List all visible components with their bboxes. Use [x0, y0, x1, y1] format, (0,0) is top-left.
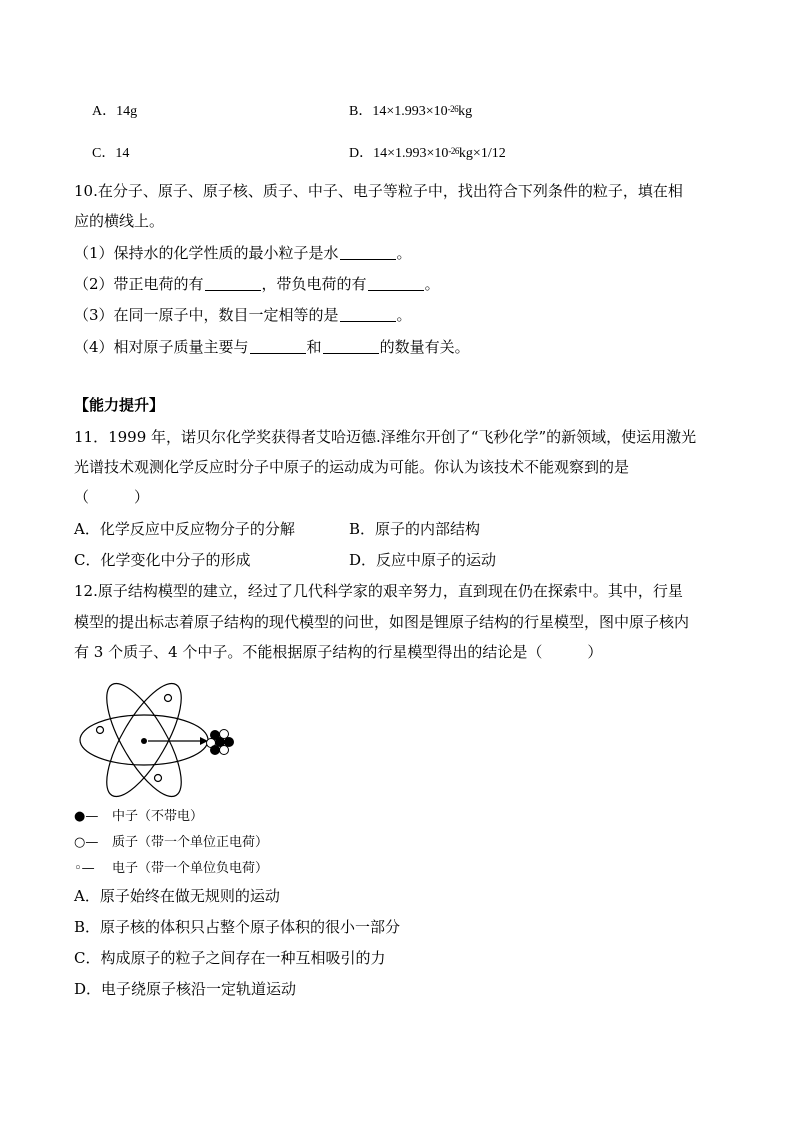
legend-proton-symbol: ○— [74, 835, 99, 850]
q10-sub4-blank-1[interactable] [250, 339, 306, 354]
q9-option-b-exponent: -26 [447, 104, 459, 114]
q9-option-d-exponent: -26 [448, 146, 459, 156]
q12-option-c: C．构成原子的粒子之间存在一种互相吸引的力 [74, 949, 386, 967]
q10-sub3-blank[interactable] [340, 307, 396, 322]
q9-option-c [92, 144, 129, 164]
nucleus-small [141, 738, 147, 744]
q10-stem-line2: 应的横线上。 [74, 212, 165, 230]
q9-option-c-value: 14 [115, 146, 130, 161]
q10-sub3-end: 。 [396, 306, 412, 324]
q11-stem-line2: 光谱技术观测化学反应时分子中原子的运动成为可能。你认为该技术不能观察到的是 [74, 458, 630, 476]
legend-neutron-text: 中子（不带电） [112, 809, 204, 824]
q12-option-b: B．原子核的体积只占整个原子体积的很小一部分 [74, 918, 401, 936]
q10-sub4-blank-2[interactable] [323, 339, 379, 354]
q10-sub2-mid: ，带负电荷的有 [261, 275, 367, 293]
q10-sub3 [74, 305, 412, 325]
q10-sub4-end: 的数量有关。 [379, 338, 470, 356]
electron-2 [165, 695, 172, 702]
q9-option-d-unit: kg×1/12 [458, 146, 506, 161]
q9-option-d [349, 144, 506, 164]
q9-option-b-base: 14×1.993×10 [372, 104, 448, 119]
q9-option-a-label: A． [92, 104, 117, 119]
q9-option-d-label: D． [349, 146, 374, 161]
q11-option-d: D．反应中原子的运动 [349, 551, 497, 569]
q10-sub4 [74, 337, 470, 357]
nucleus-enlarged [207, 730, 234, 755]
q9-option-a-value: 14g [116, 104, 138, 119]
lithium-atom-diagram [74, 668, 244, 808]
legend-electron [74, 860, 268, 878]
q12-stem-line2: 模型的提出标志着原子结构的现代模型的问世，如图是锂原子结构的行星模型，图中原子核内 [74, 613, 690, 631]
q11-stem-line1: 11．1999 年，诺贝尔化学奖获得者艾哈迈德.泽维尔开创了“飞秒化学”的新领域，使运用激光 [74, 428, 697, 446]
q9-option-b-label: B． [349, 104, 373, 119]
section-title: 【能力提升】 [74, 396, 165, 414]
q10-sub1 [74, 243, 412, 263]
legend-proton [74, 834, 268, 852]
q9-option-b-unit: kg [458, 104, 473, 119]
neutron [211, 746, 220, 755]
q10-sub4-text: （4）相对原子质量主要与 [74, 338, 249, 356]
q12-option-d: D．电子绕原子核沿一定轨道运动 [74, 980, 297, 998]
q10-sub1-blank[interactable] [340, 245, 396, 260]
q10-stem-line1: 10.在分子、原子、原子核、质子、中子、电子等粒子中，找出符合下列条件的粒子，填在相 [74, 182, 683, 200]
q10-sub2-end: 。 [424, 275, 440, 293]
q12-stem-line1: 12.原子结构模型的建立，经过了几代科学家的艰辛努力，直到现在仍在探索中。其中，行星 [74, 582, 683, 600]
q9-option-b [349, 102, 472, 122]
proton [220, 746, 229, 755]
q11-option-b: B．原子的内部结构 [349, 520, 481, 538]
electron-1 [97, 727, 104, 734]
q10-sub1-end: 。 [396, 244, 412, 262]
legend-electron-text: 电子（带一个单位负电荷） [112, 861, 269, 876]
electron-3 [155, 775, 162, 782]
q11-option-a: A．化学反应中反应物分子的分解 [74, 520, 295, 538]
q10-sub2 [74, 274, 440, 294]
q10-sub2-text: （2）带正电荷的有 [74, 275, 204, 293]
q9-option-a [92, 102, 137, 122]
neutron [225, 738, 234, 747]
legend-neutron [74, 808, 203, 826]
legend-proton-text: 质子（带一个单位正电荷） [112, 835, 269, 850]
q10-sub1-text: （1）保持水的化学性质的最小粒子是水 [74, 244, 339, 262]
q11-option-c: C．化学变化中分子的形成 [74, 551, 251, 569]
legend-neutron-symbol: ●— [74, 809, 99, 824]
q12-option-a: A．原子始终在做无规则的运动 [74, 887, 280, 905]
q10-sub3-text: （3）在同一原子中，数目一定相等的是 [74, 306, 339, 324]
q10-sub4-mid: 和 [306, 338, 322, 356]
q12-stem-line3: 有 3 个质子、4 个中子。不能根据原子结构的行星模型得出的结论是（ ） [74, 643, 603, 661]
legend-electron-symbol: ◦— [74, 861, 95, 876]
q10-sub2-blank-positive[interactable] [205, 276, 261, 291]
q9-option-d-base: 14×1.993×10 [373, 146, 449, 161]
q11-answer-paren: （ ） [74, 488, 150, 506]
q9-option-c-label: C． [92, 146, 116, 161]
q10-sub2-blank-negative[interactable] [368, 276, 424, 291]
